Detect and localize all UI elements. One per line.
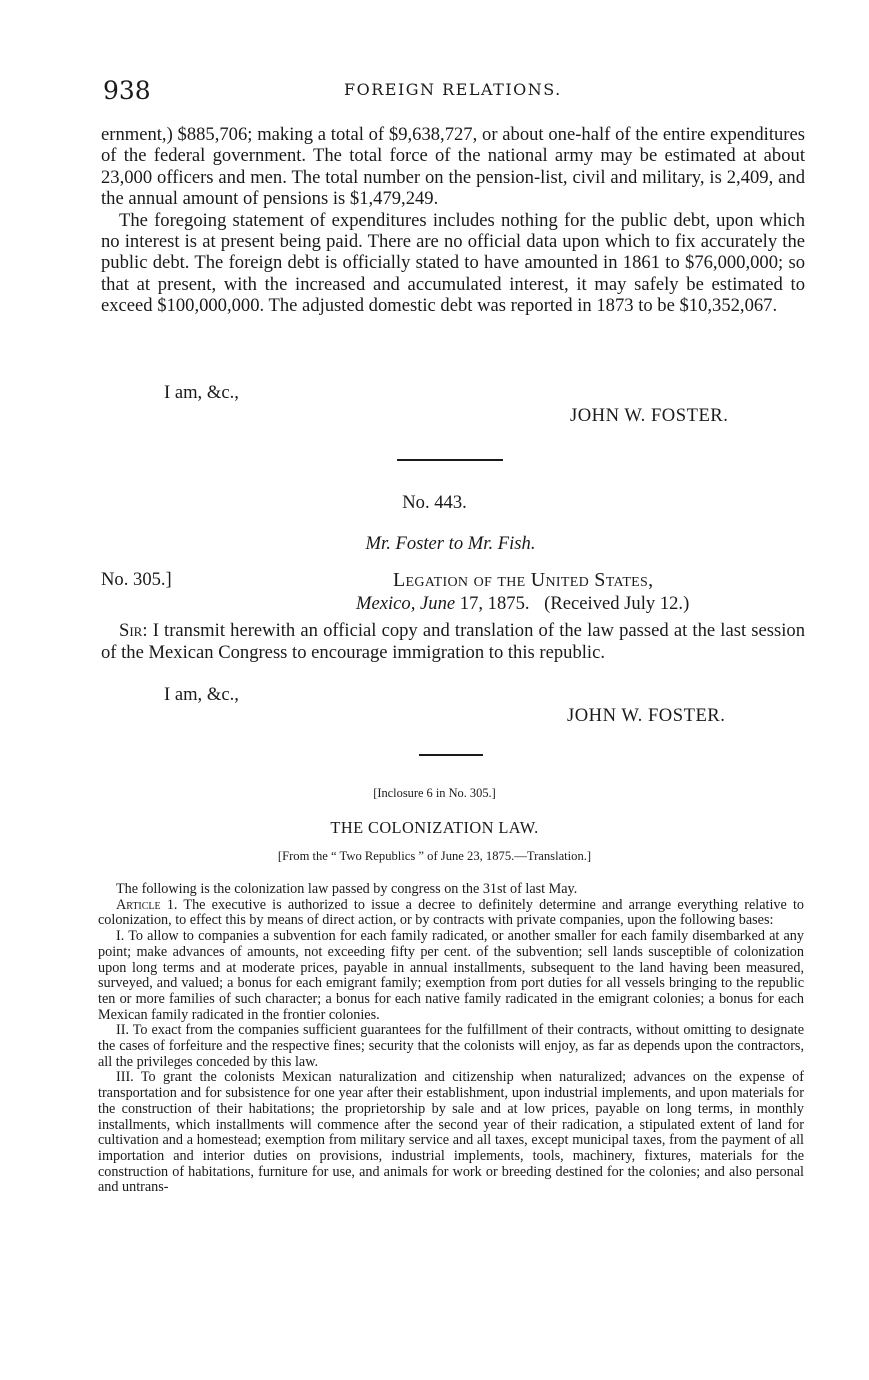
- letter2-paragraph: [101, 620, 805, 663]
- letter2-signature: JOHN W. FOSTER.: [567, 705, 726, 726]
- received-note: (Received July 12.): [544, 593, 690, 614]
- page-number: 938: [103, 76, 151, 105]
- letter1-signature: JOHN W. FOSTER.: [570, 405, 729, 426]
- dateline: [356, 593, 689, 615]
- law-clause: III. To grant the colonists Mexican naturalization and citizenship when naturalized; advances on the expense of transportation and for subsistence for one year after their establishment, upon industrial implements, and upon materials for the construction of their habitations; the proprietorship by sale and at low prices, payable on long terms, in monthly installments, which installments will commence after the second year of their radication, a stipulated extent of land for cultivation and a homestead; exemption from military service and all taxes, except municipal taxes, from the payment of all importation and interior duties on provisions, industrial implements, tools, machinery, fixtures, materials for the construction of habitations, furniture for use, and animals for work or breeding destined for the colonies; and also personal and untrans-: [98, 1069, 804, 1196]
- letter1-closing: I am, &c.,: [164, 382, 239, 403]
- article-text: The executive is authorized to issue a decree to definitely determine and arrange everything relative to colonization, to effect this by means of direct action, or by contracts with private companies, upon the following bases:: [98, 896, 805, 929]
- inclosure-label: [Inclosure 6 in No. 305.]: [373, 786, 496, 800]
- dispatch-number: No. 305.]: [101, 569, 172, 590]
- section-divider: [419, 754, 483, 756]
- dateline-place: Mexico,: [356, 593, 416, 614]
- article-label: Article 1.: [116, 896, 178, 913]
- document-number: No. 443.: [402, 492, 467, 513]
- salutation: Sir:: [119, 620, 148, 641]
- law-text: [98, 882, 804, 1196]
- running-title: FOREIGN RELATIONS.: [344, 80, 562, 99]
- dateline-month: June: [420, 593, 456, 614]
- letter2-body: [101, 620, 805, 663]
- letter1-body: [101, 124, 805, 317]
- legation-line: Legation of the United States,: [393, 569, 654, 591]
- law-source: [From the “ Two Republics ” of June 23, 1875.—Translation.]: [277, 849, 592, 863]
- dateline-day-year: 17, 1875.: [459, 593, 530, 614]
- law-article: [98, 898, 804, 929]
- law-clause: I. To allow to companies a subvention for each family radicated, or another smaller for each family disembarked at any point; make advances of amounts, not exceeding fifty per cent. of the subvention; sell lands susceptible of colonization upon long terms and at moderate prices, payable in annual installments, subsequent to the land having been measured, surveyed, and valued; a bonus for each emigrant family; exemption from port duties for all vessels bringing to the republic ten or more families of such character; a bonus for each native family radicated in the emigrant colonies; a bonus for each Mexican family radicated in the frontier colonies.: [98, 928, 804, 1023]
- law-title: THE COLONIZATION LAW.: [330, 818, 539, 837]
- law-clause: II. To exact from the companies sufficient guarantees for the fulfillment of their contracts, without omitting to designate the cases of forfeiture and the respective fines; security that the colonists will enjoy, as far as depends upon the contractors, all the privileges conceded by this law.: [98, 1022, 804, 1070]
- letter2-closing: I am, &c.,: [164, 684, 239, 705]
- letter1-paragraph: The foregoing statement of expenditures includes nothing for the public debt, upon which no interest is at present being paid. There are no official data upon which to fix accurately the public debt. The foreign debt is officially stated to have amounted in 1861 to $76,000,000; so that at present, with the increased and accumulated interest, it may safely be estimated to exceed $100,000,000. The adjusted domestic debt was reported in 1873 to be $10,352,067.: [101, 209, 805, 317]
- law-intro: The following is the colonization law passed by congress on the 31st of last May.: [116, 881, 578, 897]
- letter-heading: Mr. Foster to Mr. Fish.: [365, 533, 536, 554]
- letter1-paragraph: ernment,) $885,706; making a total of $9,638,727, or about one-half of the entire expenditures of the federal government. The total force of the national army may be estimated at about 23,000 officers and men. The total number on the pension-list, civil and military, is 2,409, and the annual amount of pensions is $1,479,249.: [101, 124, 805, 210]
- section-divider: [397, 459, 503, 461]
- letter2-text: I transmit herewith an official copy and translation of the law passed at the last session of the Mexican Congress to encourage immigration to this republic.: [101, 620, 805, 663]
